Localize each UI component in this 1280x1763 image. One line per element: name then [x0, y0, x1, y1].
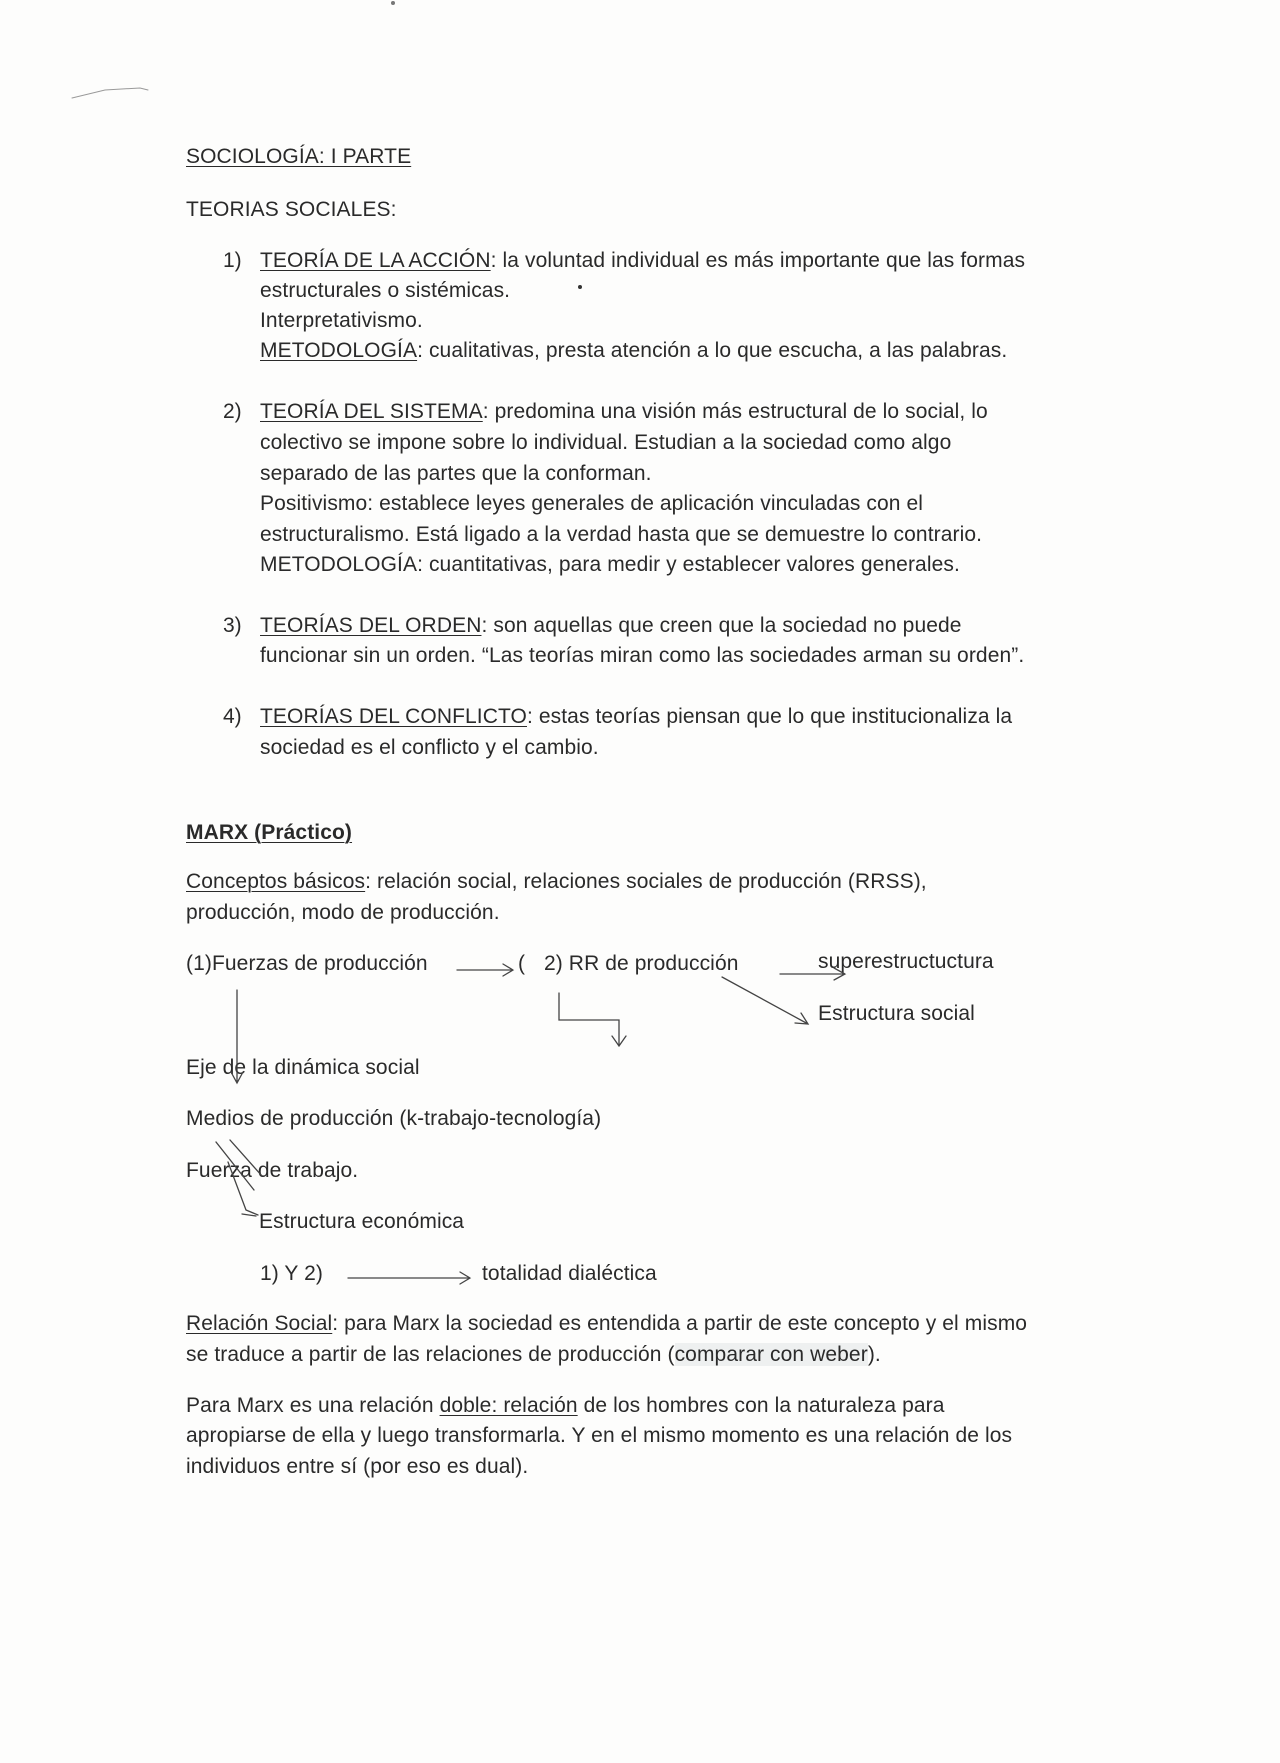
relacion-line: se traduce a partir de las relaciones de producción (comparar con weber).: [186, 1343, 881, 1366]
theory-1-line: estructurales o sistémicas.: [260, 279, 511, 302]
diagram-superestructura: superestructuctura: [818, 950, 994, 973]
theory-1-line: Interpretativismo.: [260, 309, 423, 332]
arrow-diagonal-icon: [722, 977, 808, 1024]
ink-dot: [391, 1, 395, 5]
section-subtitle: TEORIAS SOCIALES:: [186, 198, 397, 221]
theory-2-line: TEORÍA DEL SISTEMA: predomina una visión más estructural de lo social, lo: [260, 400, 988, 423]
diagram-estructura-economica: Estructura económica: [259, 1210, 465, 1233]
arrow-down-icon: [231, 990, 243, 1083]
paragraph-line: individuos entre sí (por eso es dual).: [186, 1455, 529, 1478]
theory-4-name: TEORÍAS DEL CONFLICTO: [260, 705, 527, 728]
theory-1-line: TEORÍA DE LA ACCIÓN: la voluntad individual es más importante que las formas: [260, 249, 1026, 272]
arrow-right-icon: [348, 1272, 470, 1284]
arrow-cross-icon: [216, 1140, 262, 1190]
marx-heading: MARX (Práctico): [186, 821, 353, 844]
paragraph-line: apropiarse de ella y luego transformarla. Y en el mismo momento es una relación de los: [186, 1424, 1013, 1447]
diagram-fuerzas: (1)Fuerzas de producción: [186, 952, 428, 975]
diagram-eje: Eje de la dinámica social: [186, 1056, 420, 1079]
theory-4-line: sociedad es el conflicto y el cambio.: [260, 736, 599, 759]
concepts-line: producción, modo de producción.: [186, 901, 500, 924]
diagram-paren: (: [518, 952, 526, 975]
theory-1-method: METODOLOGÍA: cualitativas, presta atención a lo que escucha, a las palabras.: [260, 339, 1008, 362]
concepts-line: Conceptos básicos: relación social, relaciones sociales de producción (RRSS),: [186, 870, 927, 893]
paragraph-line: Para Marx es una relación doble: relación de los hombres con la naturaleza para: [186, 1394, 945, 1417]
theory-4-line: TEORÍAS DEL CONFLICTO: estas teorías piensan que lo que institucionaliza la: [260, 705, 1013, 728]
relacion-line: Relación Social: para Marx la sociedad es entendida a partir de este concepto y el mismo: [186, 1312, 1028, 1335]
theory-2-name: TEORÍA DEL SISTEMA: [260, 400, 483, 423]
diagram-y-label: 1) Y 2): [260, 1262, 323, 1285]
diagram-rr: 2) RR de producción: [544, 952, 739, 975]
theory-3-name: TEORÍAS DEL ORDEN: [260, 614, 482, 637]
theory-2-line: Positivismo: establece leyes generales de aplicación vinculadas con el: [260, 492, 924, 515]
arrow-right-icon: [780, 968, 845, 980]
diagram-fuerza-trabajo: Fuerza de trabajo.: [186, 1159, 359, 1182]
theory-2-line: METODOLOGÍA: cuantitativas, para medir y establecer valores generales.: [260, 553, 960, 576]
list-number: 2): [223, 400, 242, 423]
arrow-down-icon: [559, 993, 626, 1046]
theory-2-line: separado de las partes que la conforman.: [260, 462, 652, 485]
list-number: 3): [223, 614, 242, 637]
doc-title: SOCIOLOGÍA: I PARTE: [186, 145, 412, 168]
theory-3-line: funcionar sin un orden. “Las teorías miran como las sociedades arman su orden”.: [260, 644, 1025, 667]
theory-2-line: colectivo se impone sobre lo individual. Estudian a la sociedad como algo: [260, 431, 952, 454]
diagram-medios: Medios de producción (k-trabajo-tecnología): [186, 1107, 602, 1130]
ink-dot: [578, 285, 582, 289]
list-number: 1): [223, 249, 242, 272]
theory-3-line: TEORÍAS DEL ORDEN: son aquellas que creen que la sociedad no puede: [260, 614, 962, 637]
scan-mark: [72, 88, 148, 98]
arrow-right-icon: [457, 964, 513, 976]
diagram-estructura-social: Estructura social: [818, 1002, 975, 1025]
diagram-totalidad: totalidad dialéctica: [482, 1262, 657, 1285]
theory-2-line: estructuralismo. Está ligado a la verdad hasta que se demuestre lo contrario.: [260, 523, 983, 546]
theory-1-name: TEORÍA DE LA ACCIÓN: [260, 249, 491, 272]
list-number: 4): [223, 705, 242, 728]
